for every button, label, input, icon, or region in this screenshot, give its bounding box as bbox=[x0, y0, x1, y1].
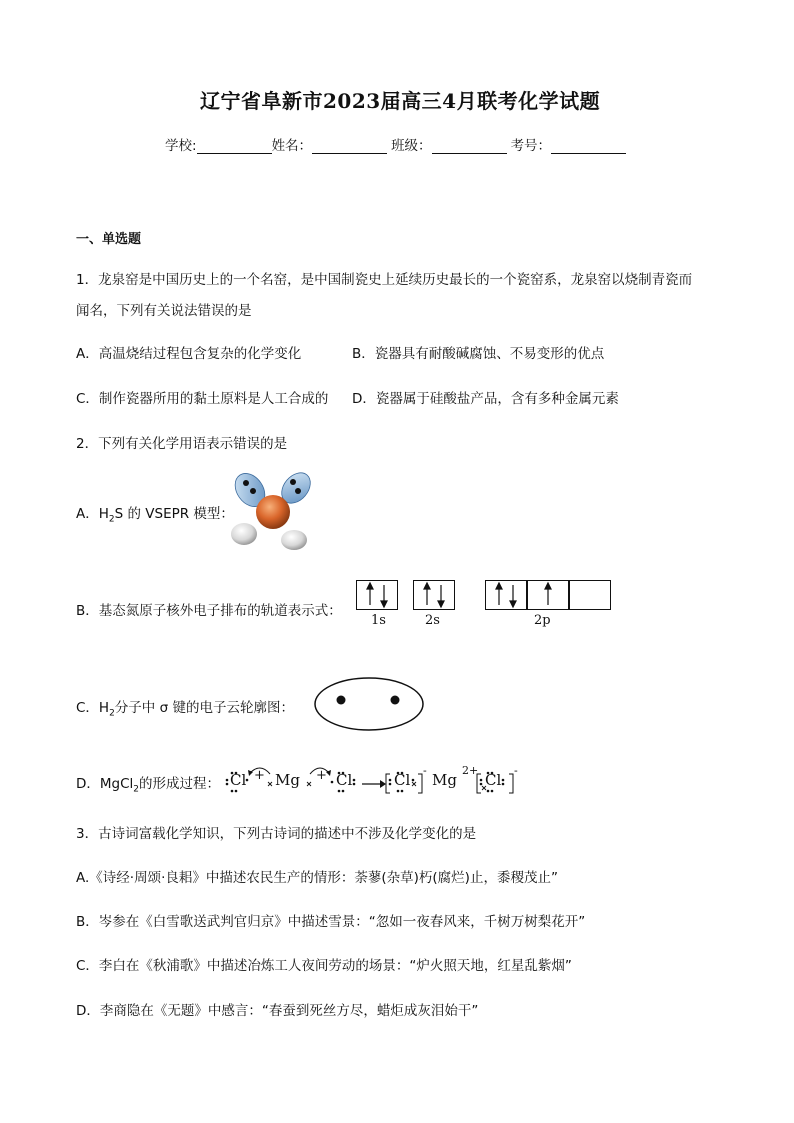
number-field[interactable] bbox=[551, 139, 626, 154]
orbital-diagram bbox=[356, 580, 616, 630]
number-label: 考号： bbox=[510, 138, 552, 154]
sigma-bond-electron-cloud bbox=[313, 676, 425, 732]
orbital-label-2p: 2p bbox=[534, 613, 551, 628]
h2s-vsepr-model-image bbox=[226, 470, 324, 554]
plus-sign-1: + bbox=[254, 768, 265, 783]
section-heading: 一、单选题 bbox=[76, 232, 142, 247]
mg-ion: Mg bbox=[432, 771, 457, 789]
q2-option-a: A．$H_2S$ 的 VSEPR 模型： bbox=[76, 506, 234, 525]
q1-option-c: C．制作瓷器所用的黏土原料是人工合成的 bbox=[76, 391, 329, 407]
q2-stem: 2．下列有关化学用语表示错误的是 bbox=[76, 436, 288, 452]
orbital-label-1s: 1s bbox=[371, 613, 386, 628]
mg-ion-charge: 2+ bbox=[462, 764, 479, 777]
class-label: 班级： bbox=[391, 138, 432, 154]
name-field[interactable] bbox=[312, 139, 387, 154]
orbital-label-2s: 2s bbox=[425, 613, 440, 628]
q1-option-d: D．瓷器属于硅酸盐产品，含有多种金属元素 bbox=[352, 391, 619, 407]
mg-atom: Mg bbox=[275, 771, 300, 789]
q2-option-d: D．MgCl$_2$的形成过程： bbox=[76, 776, 221, 795]
name-label: 姓名： bbox=[271, 138, 313, 154]
cl-ion-1-charge: - bbox=[423, 764, 427, 777]
q3-option-a: A.《诗经·周颂·良耜》中描述农民生产的情形：荼蓼(杂草)朽(腐烂)止，黍稷茂止” bbox=[76, 870, 558, 886]
cl-atom-1: Cl bbox=[230, 771, 247, 789]
class-field[interactable] bbox=[432, 139, 507, 154]
q1-stem-line1: 1．龙泉窑是中国历史上的一个名窑，是中国制瓷史上延续历史最长的一个瓷窑系，龙泉窑以烧制青瓷而 bbox=[76, 272, 693, 288]
student-info-line bbox=[165, 134, 626, 154]
q1-stem-line2: 闻名，下列有关说法错误的是 bbox=[76, 303, 252, 319]
mgcl2-formation-equation bbox=[222, 760, 532, 800]
q3-option-c: C．李白在《秋浦歌》中描述冶炼工人夜间劳动的场景：“炉火照天地，红星乱紫烟” bbox=[76, 958, 572, 974]
cl-atom-2: Cl bbox=[336, 771, 353, 789]
cl-ion-1: Cl bbox=[394, 771, 411, 789]
q2-option-b: B．基态氮原子核外电子排布的轨道表示式： bbox=[76, 603, 342, 619]
q3-option-b: B．岑参在《白雪歌送武判官归京》中描述雪景：“忽如一夜春风来，千树万树梨花开” bbox=[76, 914, 586, 930]
cl-ion-2-charge: - bbox=[514, 764, 518, 777]
plus-sign-2: + bbox=[316, 768, 327, 783]
q2-option-c: C．$H_2$分子中 σ 键的电子云轮廓图： bbox=[76, 700, 294, 719]
school-label: 学校: bbox=[165, 138, 197, 154]
q3-stem: 3．古诗词富载化学知识，下列古诗词的描述中不涉及化学变化的是 bbox=[76, 826, 477, 842]
q3-option-d: D．李商隐在《无题》中感言：“春蚕到死丝方尽，蜡炬成灰泪始干” bbox=[76, 1003, 479, 1019]
q1-option-a: A．高温烧结过程包含复杂的化学变化 bbox=[76, 346, 302, 362]
school-field[interactable] bbox=[197, 139, 272, 154]
electron-spin-arrows bbox=[356, 580, 616, 610]
page-title: 辽宁省阜新市2023届高三4月联考化学试题 bbox=[200, 89, 601, 113]
q1-option-b: B．瓷器具有耐酸碱腐蚀、不易变形的优点 bbox=[352, 346, 605, 362]
cl-ion-2: Cl bbox=[485, 771, 502, 789]
